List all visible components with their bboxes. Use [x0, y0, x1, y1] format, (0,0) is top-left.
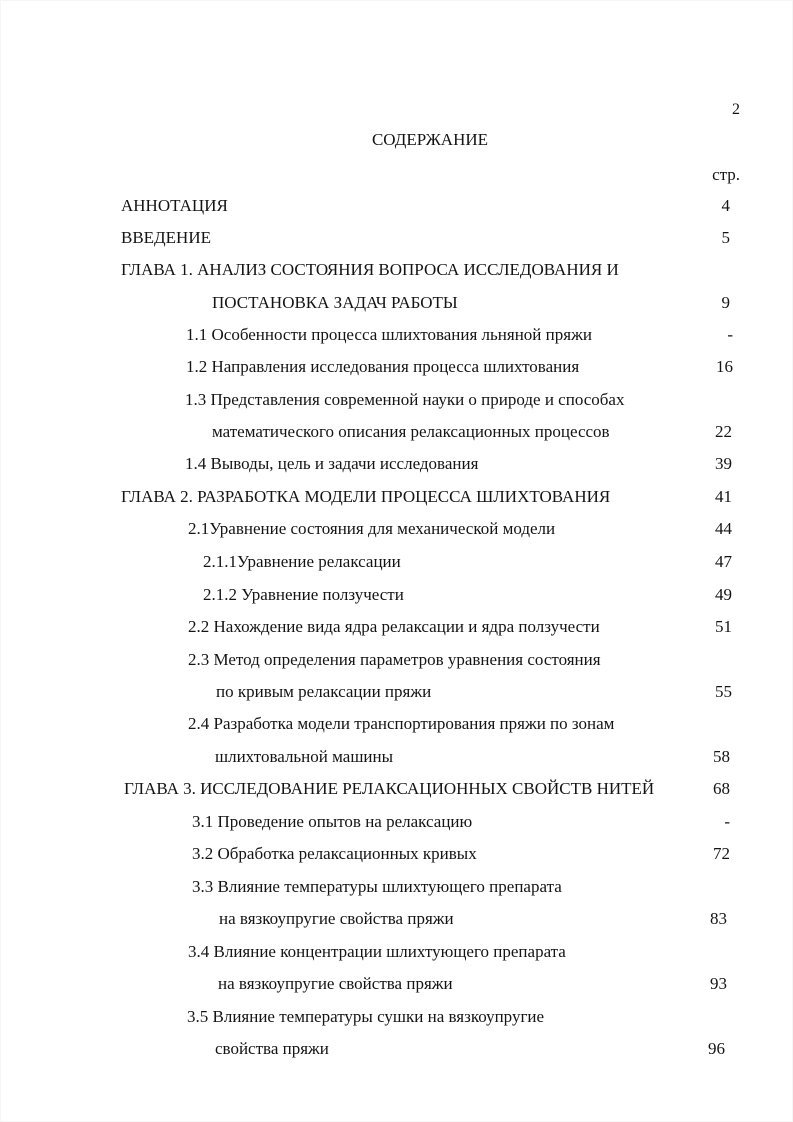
- toc-entry-text: ПОСТАНОВКА ЗАДАЧ РАБОТЫ: [212, 293, 458, 312]
- toc-entry-page: 58: [713, 747, 730, 766]
- page-column-header: стр.: [712, 165, 740, 184]
- toc-entry-text: по кривым релаксации пряжи: [216, 682, 432, 701]
- toc-entry-text: АННОТАЦИЯ: [121, 196, 228, 215]
- toc-entry-text: 2.1Уравнение состояния для механической модели: [188, 519, 556, 538]
- toc-entry-page: 22: [715, 422, 732, 441]
- page-title: СОДЕРЖАНИЕ: [371, 130, 489, 149]
- toc-entry-page: 93: [710, 974, 727, 993]
- toc-entry-text: 1.2 Направления исследования процесса шлихтования: [186, 357, 580, 376]
- toc-entry-page: -: [727, 325, 733, 344]
- toc-entry-text: 1.1 Особенности процесса шлихтования льняной пряжи: [186, 325, 592, 344]
- toc-entry-page: 4: [721, 196, 730, 215]
- toc-entry-text: 2.1.1Уравнение релаксации: [203, 552, 401, 571]
- toc-entry-text: 3.5 Влияние температуры сушки на вязкоупругие: [187, 1007, 545, 1026]
- toc-entry-text: ГЛАВА 2. РАЗРАБОТКА МОДЕЛИ ПРОЦЕССА ШЛИХТОВАНИЯ: [121, 487, 611, 506]
- toc-entry-text: 3.1 Проведение опытов на релаксацию: [192, 812, 473, 831]
- toc-entry-text: ГЛАВА 3. ИССЛЕДОВАНИЕ РЕЛАКСАЦИОННЫХ СВОЙСТВ НИТЕЙ: [124, 779, 655, 798]
- toc-entry-text: свойства пряжи: [215, 1039, 329, 1058]
- page-number: 2: [732, 101, 740, 118]
- toc-entry-text: ВВЕДЕНИЕ: [121, 228, 211, 247]
- toc-entry-text: 3.4 Влияние концентрации шлихтующего препарата: [188, 942, 566, 961]
- toc-entry-text: 2.4 Разработка модели транспортирования пряжи по зонам: [188, 714, 615, 733]
- toc-entry-text: ГЛАВА 1. АНАЛИЗ СОСТОЯНИЯ ВОПРОСА ИССЛЕДОВАНИЯ И: [121, 260, 619, 279]
- toc-entry-text: 1.4 Выводы, цель и задачи исследования: [185, 454, 479, 473]
- toc-entry-page: 39: [715, 454, 732, 473]
- toc-entry-text: 2.1.2 Уравнение ползучести: [203, 585, 404, 604]
- toc-entry-page: 68: [713, 779, 730, 798]
- toc-entry-text: 1.3 Представления современной науки о природе и способах: [185, 390, 625, 409]
- toc-entry-page: 51: [715, 617, 732, 636]
- toc-entry-text: математического описания релаксационных процессов: [212, 422, 610, 441]
- toc-entry-text: 2.3 Метод определения параметров уравнения состояния: [188, 650, 601, 669]
- toc-entry-page: 9: [721, 293, 730, 312]
- toc-entry-page: 96: [708, 1039, 725, 1058]
- toc-entry-page: 41: [715, 487, 732, 506]
- toc-entry-page: -: [724, 812, 730, 831]
- toc-entry-page: 83: [710, 909, 727, 928]
- toc-entry-page: 47: [715, 552, 732, 571]
- toc-entry-page: 55: [715, 682, 732, 701]
- toc-entry-text: 3.2 Обработка релаксационных кривых: [192, 844, 477, 863]
- toc-entry-text: 2.2 Нахождение вида ядра релаксации и ядра ползучести: [188, 617, 600, 636]
- toc-entry-page: 49: [715, 585, 732, 604]
- toc-entry-text: на вязкоупругие свойства пряжи: [218, 974, 453, 993]
- toc-entry-page: 44: [715, 519, 732, 538]
- toc-entry-page: 5: [721, 228, 730, 247]
- toc-entry-page: 16: [716, 357, 733, 376]
- toc-entry-text: шлихтовальной машины: [215, 747, 394, 766]
- toc-entry-text: 3.3 Влияние температуры шлихтующего препарата: [192, 877, 562, 896]
- toc-entry-text: на вязкоупругие свойства пряжи: [219, 909, 454, 928]
- toc-entry-page: 72: [713, 844, 730, 863]
